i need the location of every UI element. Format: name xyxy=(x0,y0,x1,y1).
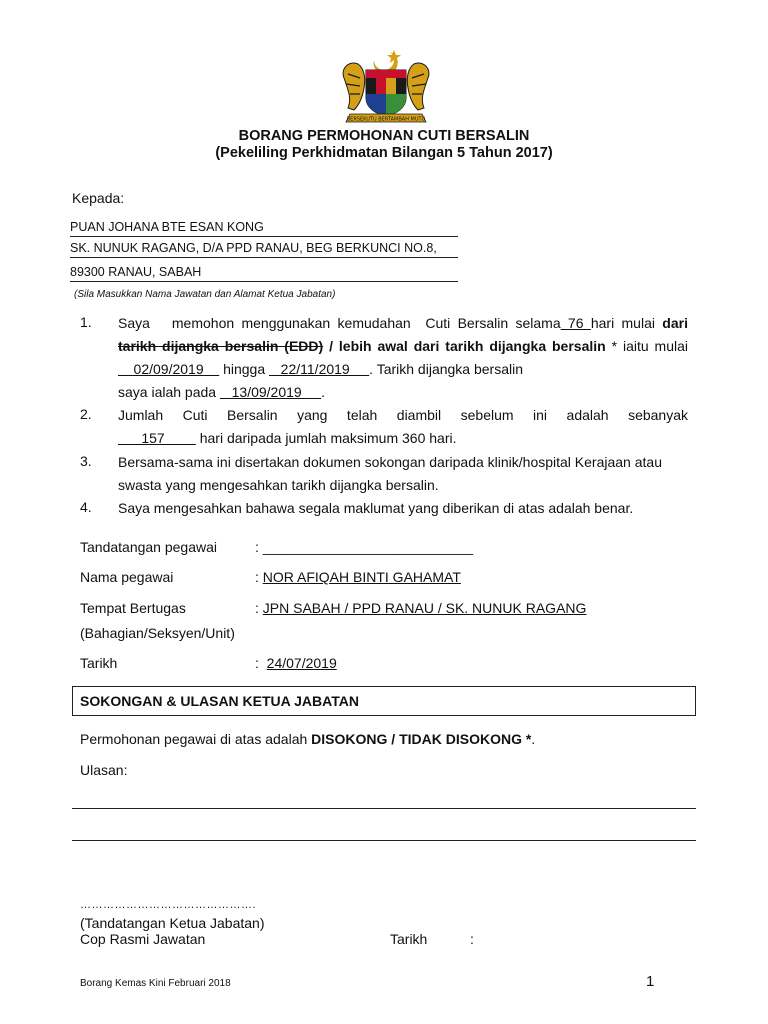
support-statement: Permohonan pegawai di atas adalah DISOKONG / TIDAK DISOKONG *. xyxy=(80,731,536,747)
signature-line: : ___________________________ xyxy=(255,539,474,555)
head-signature-label: (Tandatangan Ketua Jabatan) xyxy=(80,915,265,931)
recipient-label: Kepada: xyxy=(72,190,125,206)
remarks-line-2[interactable] xyxy=(72,840,696,841)
support-section-title: SOKONGAN & ULASAN KETUA JABATAN xyxy=(80,693,359,709)
officer-name-label: Nama pegawai xyxy=(80,569,174,585)
item-number-4: 4. xyxy=(80,499,92,515)
leave-start-date: 02/09/2019 xyxy=(118,361,220,377)
expected-delivery-date: 13/09/2019 xyxy=(219,384,322,400)
leave-taken-field: 157 xyxy=(118,430,196,446)
remarks-line-1[interactable] xyxy=(72,808,696,809)
footer-text: Borang Kemas Kini Februari 2018 xyxy=(80,978,231,989)
date-value: : 24/07/2019 xyxy=(255,655,337,671)
head-signature-dots: ………………………………………. xyxy=(80,899,257,911)
workplace-value: : JPN SABAH / PPD RANAU / SK. NUNUK RAGANG xyxy=(255,600,587,616)
item-number-1: 1. xyxy=(80,314,92,330)
date-label: Tarikh xyxy=(80,655,118,671)
officer-name-value: : NOR AFIQAH BINTI GAHAMAT xyxy=(255,569,461,585)
item-number-3: 3. xyxy=(80,453,92,469)
remarks-label: Ulasan: xyxy=(80,762,128,778)
item-3-text: Bersama-sama ini disertakan dokumen sokongan daripada klinik/hospital Kerajaan atau swasta yang mengesahkan tarikh dijangka bersalin. xyxy=(118,454,662,493)
recipient-note: (Sila Masukkan Nama Jawatan dan Alamat Ketua Jabatan) xyxy=(74,289,336,300)
svg-text:BERSEKUTU BERTAMBAH MUTU: BERSEKUTU BERTAMBAH MUTU xyxy=(346,116,426,123)
signature-label: Tandatangan pegawai xyxy=(80,539,218,555)
recipient-line-1: PUAN JOHANA BTE ESAN KONG xyxy=(70,219,458,237)
form-title: BORANG PERMOHONAN CUTI BERSALIN xyxy=(238,128,530,144)
recipient-line-3: 89300 RANAU, SABAH xyxy=(70,264,458,282)
head-date-colon: : xyxy=(470,931,474,947)
recipient-line-2: SK. NUNUK RAGANG, D/A PPD RANAU, BEG BERKUNCI NO.8, xyxy=(70,240,458,258)
leave-days-field: 76 xyxy=(560,315,591,331)
workplace-sublabel: (Bahagian/Seksyen/Unit) xyxy=(80,625,235,641)
item-4-text: Saya mengesahkan bahawa segala maklumat yang diberikan di atas adalah benar. xyxy=(118,500,634,516)
item-number-2: 2. xyxy=(80,406,92,422)
item-2-text: Jumlah Cuti Bersalin yang telah diambil sebelum ini adalah sebanyak 157 hari daripada jumlah maksimum 360 hari. xyxy=(118,407,688,446)
coat-of-arms-logo xyxy=(336,48,436,124)
workplace-label: Tempat Bertugas xyxy=(80,600,186,616)
official-stamp-label: Cop Rasmi Jawatan xyxy=(80,931,206,947)
page-number: 1 xyxy=(646,973,655,990)
leave-end-date: 22/11/2019 xyxy=(269,361,370,377)
form-subtitle: (Pekeliling Perkhidmatan Bilangan 5 Tahun 2017) xyxy=(215,145,553,161)
head-date-label: Tarikh xyxy=(390,931,428,947)
item-1-text: Saya memohon menggunakan kemudahan Cuti Bersalin selama 76 hari mulai dari tarikh dijangka bersalin (EDD) / lebih awal dari tarikh dijangka bersalin * iaitu mulai 02/09/2019 hingga 22/11/2019 . Tarikh dijangka bersalin saya ialah pada 13/09/2019 . xyxy=(118,315,688,400)
